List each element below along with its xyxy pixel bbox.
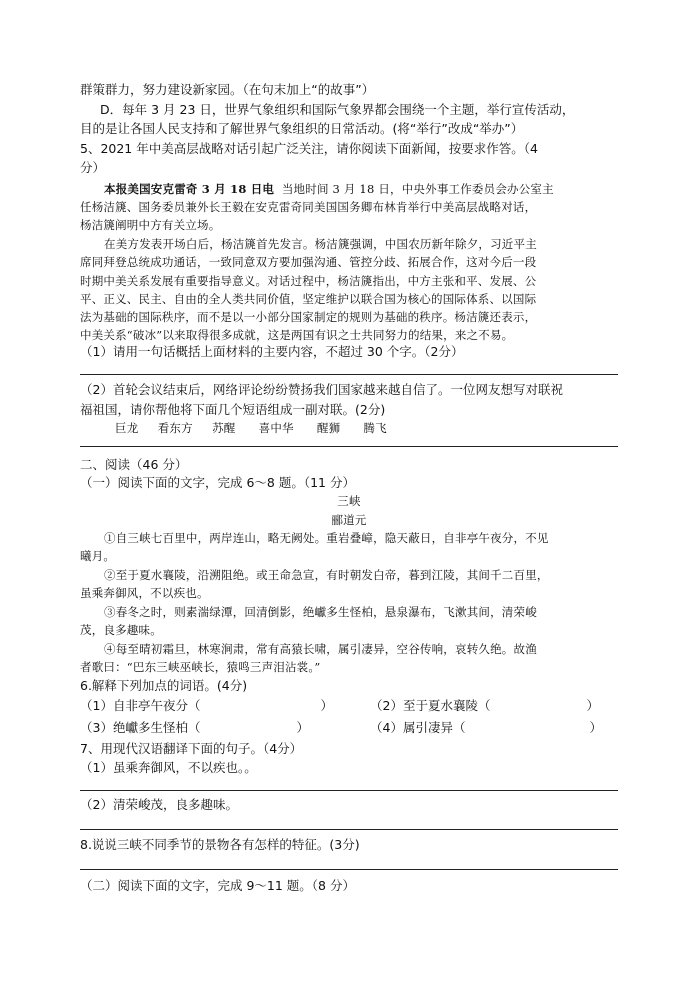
question-6-item-4 (370, 719, 602, 737)
news-paragraph-1-line2: 任杨洁篪、国务委员兼外长王毅在安克雷奇同美国国务卿布林肯举行中美高层战略对话， (80, 200, 537, 214)
phrase-item: 苏醒 (212, 421, 236, 435)
passage-title: 三峡 (337, 494, 361, 508)
news-paragraph-2-line6: 中美关系“破冰”以来取得很多成就，这是两国有识之士共同努力的结果，来之不易。 (80, 328, 514, 342)
question-5-line2: 分） (80, 160, 106, 175)
q6-item-4-text: （4）属引凄异（ (370, 720, 466, 735)
news-paragraph-1-line1 (104, 180, 554, 198)
news-paragraph-2-line4: 平、正义、民主、自由的全人类共同价值，坚定维护以联合国为核心的国际体系、以国际 (80, 292, 537, 306)
passage-p3-line2: 茂，良多趣味。 (80, 623, 162, 637)
section-reading-heading: 二、阅读（46 分） (80, 457, 188, 472)
passage-p2-line2: 虽乘奔御风，不以疾也。 (80, 586, 209, 600)
q6-item-3-text: （3）绝巘多生怪柏（ (80, 720, 201, 735)
answer-line-5-1[interactable] (80, 374, 618, 375)
answer-line-8[interactable] (80, 869, 618, 870)
news-paragraph-2-line5: 法为基础的国际秩序，而不是以一小部分国家制定的规则为基础的秩序。杨洁篪还表示， (80, 310, 537, 324)
phrase-item: 喜中华 (258, 421, 294, 435)
passage-p4-line2: 者歌曰：“巴东三峡巫峡长，猿鸣三声泪沾裳。” (80, 660, 321, 674)
answer-line-7-2[interactable] (80, 829, 618, 830)
question-5-sub2-line2: 福祖国，请你帮他将下面几个短语组成一副对联。(2分) (80, 402, 386, 417)
passage-p1-line2: 曦月。 (80, 549, 116, 563)
question-7-sub2: （2）清荣峻茂，良多趣味。 (80, 797, 238, 812)
news-dateline: 本报美国安克雷奇 3 月 18 日电 (104, 182, 275, 196)
news-paragraph-1-line3: 杨洁篪阐明中方有关立场。 (80, 218, 221, 232)
question-7-sub1: （1）虽乘奔御风，不以疾也。。 (80, 760, 257, 775)
news-p1-rest: 当地时间 3 月 18 日，中央外事工作委员会办公室主 (281, 182, 554, 196)
q6-item-1-text: （1）自非亭午夜分（ (80, 698, 201, 713)
question-6-item-2 (370, 697, 599, 715)
question-6-item-1 (80, 697, 333, 715)
option-d-line1: D．每年 3 月 23 日，世界气象组织和国际气象界都会围绕一个主题，举行宣传活动， (100, 102, 575, 117)
q6-item-4-close: ） (589, 720, 602, 735)
news-paragraph-2-line3: 时期中美关系发展有重要指导意义。对话过程中，杨洁篪指出，中方主张和平、发展、公 (80, 274, 537, 288)
news-paragraph-2-line2: 席同拜登总统成功通话，一致同意双方要加强沟通、管控分歧、拓展合作，这对今后一段 (80, 255, 537, 269)
reading-part-1-heading: （一）阅读下面的文字，完成 6～8 题。（11 分） (80, 475, 355, 490)
q6-item-1-close: ） (320, 698, 333, 713)
passage-p2-line1: ②至于夏水襄陵，沿溯阻绝。或王命急宣，有时朝发白帝，暮到江陵，其间千二百里， (104, 568, 549, 582)
answer-line-5-2[interactable] (80, 446, 618, 447)
news-paragraph-2-line1: 在美方发表开场白后，杨洁篪首先发言。杨洁篪强调，中国农历新年除夕，习近平主 (104, 237, 537, 251)
q6-item-3-close: ） (296, 720, 309, 735)
question-7: 7、用现代汉语翻译下面的句子。（4分） (80, 741, 303, 756)
question-5-line1: 5、2021 年中美高层战略对话引起广泛关注，请你阅读下面新闻，按要求作答。（4 (80, 141, 538, 156)
question-8: 8.说说三峡不同季节的景物各有怎样的特征。(3分) (80, 837, 360, 852)
question-5-sub2-line1: （2）首轮会议结束后，网络评论纷纷赞扬我们国家越来越自信了。一位网友想写对联祝 (80, 382, 563, 397)
passage-author: 郦道元 (331, 513, 367, 527)
option-c-continuation: 群策群力，努力建设新家园。（在句末加上“的故事”） (80, 82, 375, 97)
phrase-item: 看东方 (157, 421, 193, 435)
reading-part-2-heading: （二）阅读下面的文字，完成 9～11 题。（8 分） (80, 878, 355, 893)
phrase-list (115, 419, 387, 437)
question-6: 6.解释下列加点的词语。(4分) (80, 678, 248, 693)
passage-p3-line1: ③春冬之时，则素湍绿潭，回清倒影，绝巘多生怪柏，悬泉瀑布，飞漱其间，清荣峻 (104, 605, 537, 619)
question-5-sub1: （1）请用一句话概括上面材料的主要内容，不超过 30 个字。（2分） (80, 344, 464, 359)
passage-p4-line1: ④每至晴初霜旦，林寒涧肃，常有高猿长啸，属引凄异，空谷传响，哀转久绝。故渔 (104, 642, 537, 656)
passage-p1-line1: ①自三峡七百里中，两岸连山，略无阙处。重岩叠嶂，隐天蔽日，自非亭午夜分，不见 (104, 531, 549, 545)
phrase-item: 醒狮 (316, 421, 341, 435)
question-6-item-3 (80, 719, 309, 737)
option-d-line2: 目的是让各国人民支持和了解世界气象组织的日常活动。(将“举行”改成“举办”） (80, 121, 524, 136)
answer-line-7-1[interactable] (80, 790, 618, 791)
q6-item-2-close: ） (586, 698, 599, 713)
q6-item-2-text: （2）至于夏水襄陵（ (370, 698, 491, 713)
phrase-item: 巨龙 (115, 421, 139, 435)
phrase-item: 腾飞 (363, 421, 387, 435)
